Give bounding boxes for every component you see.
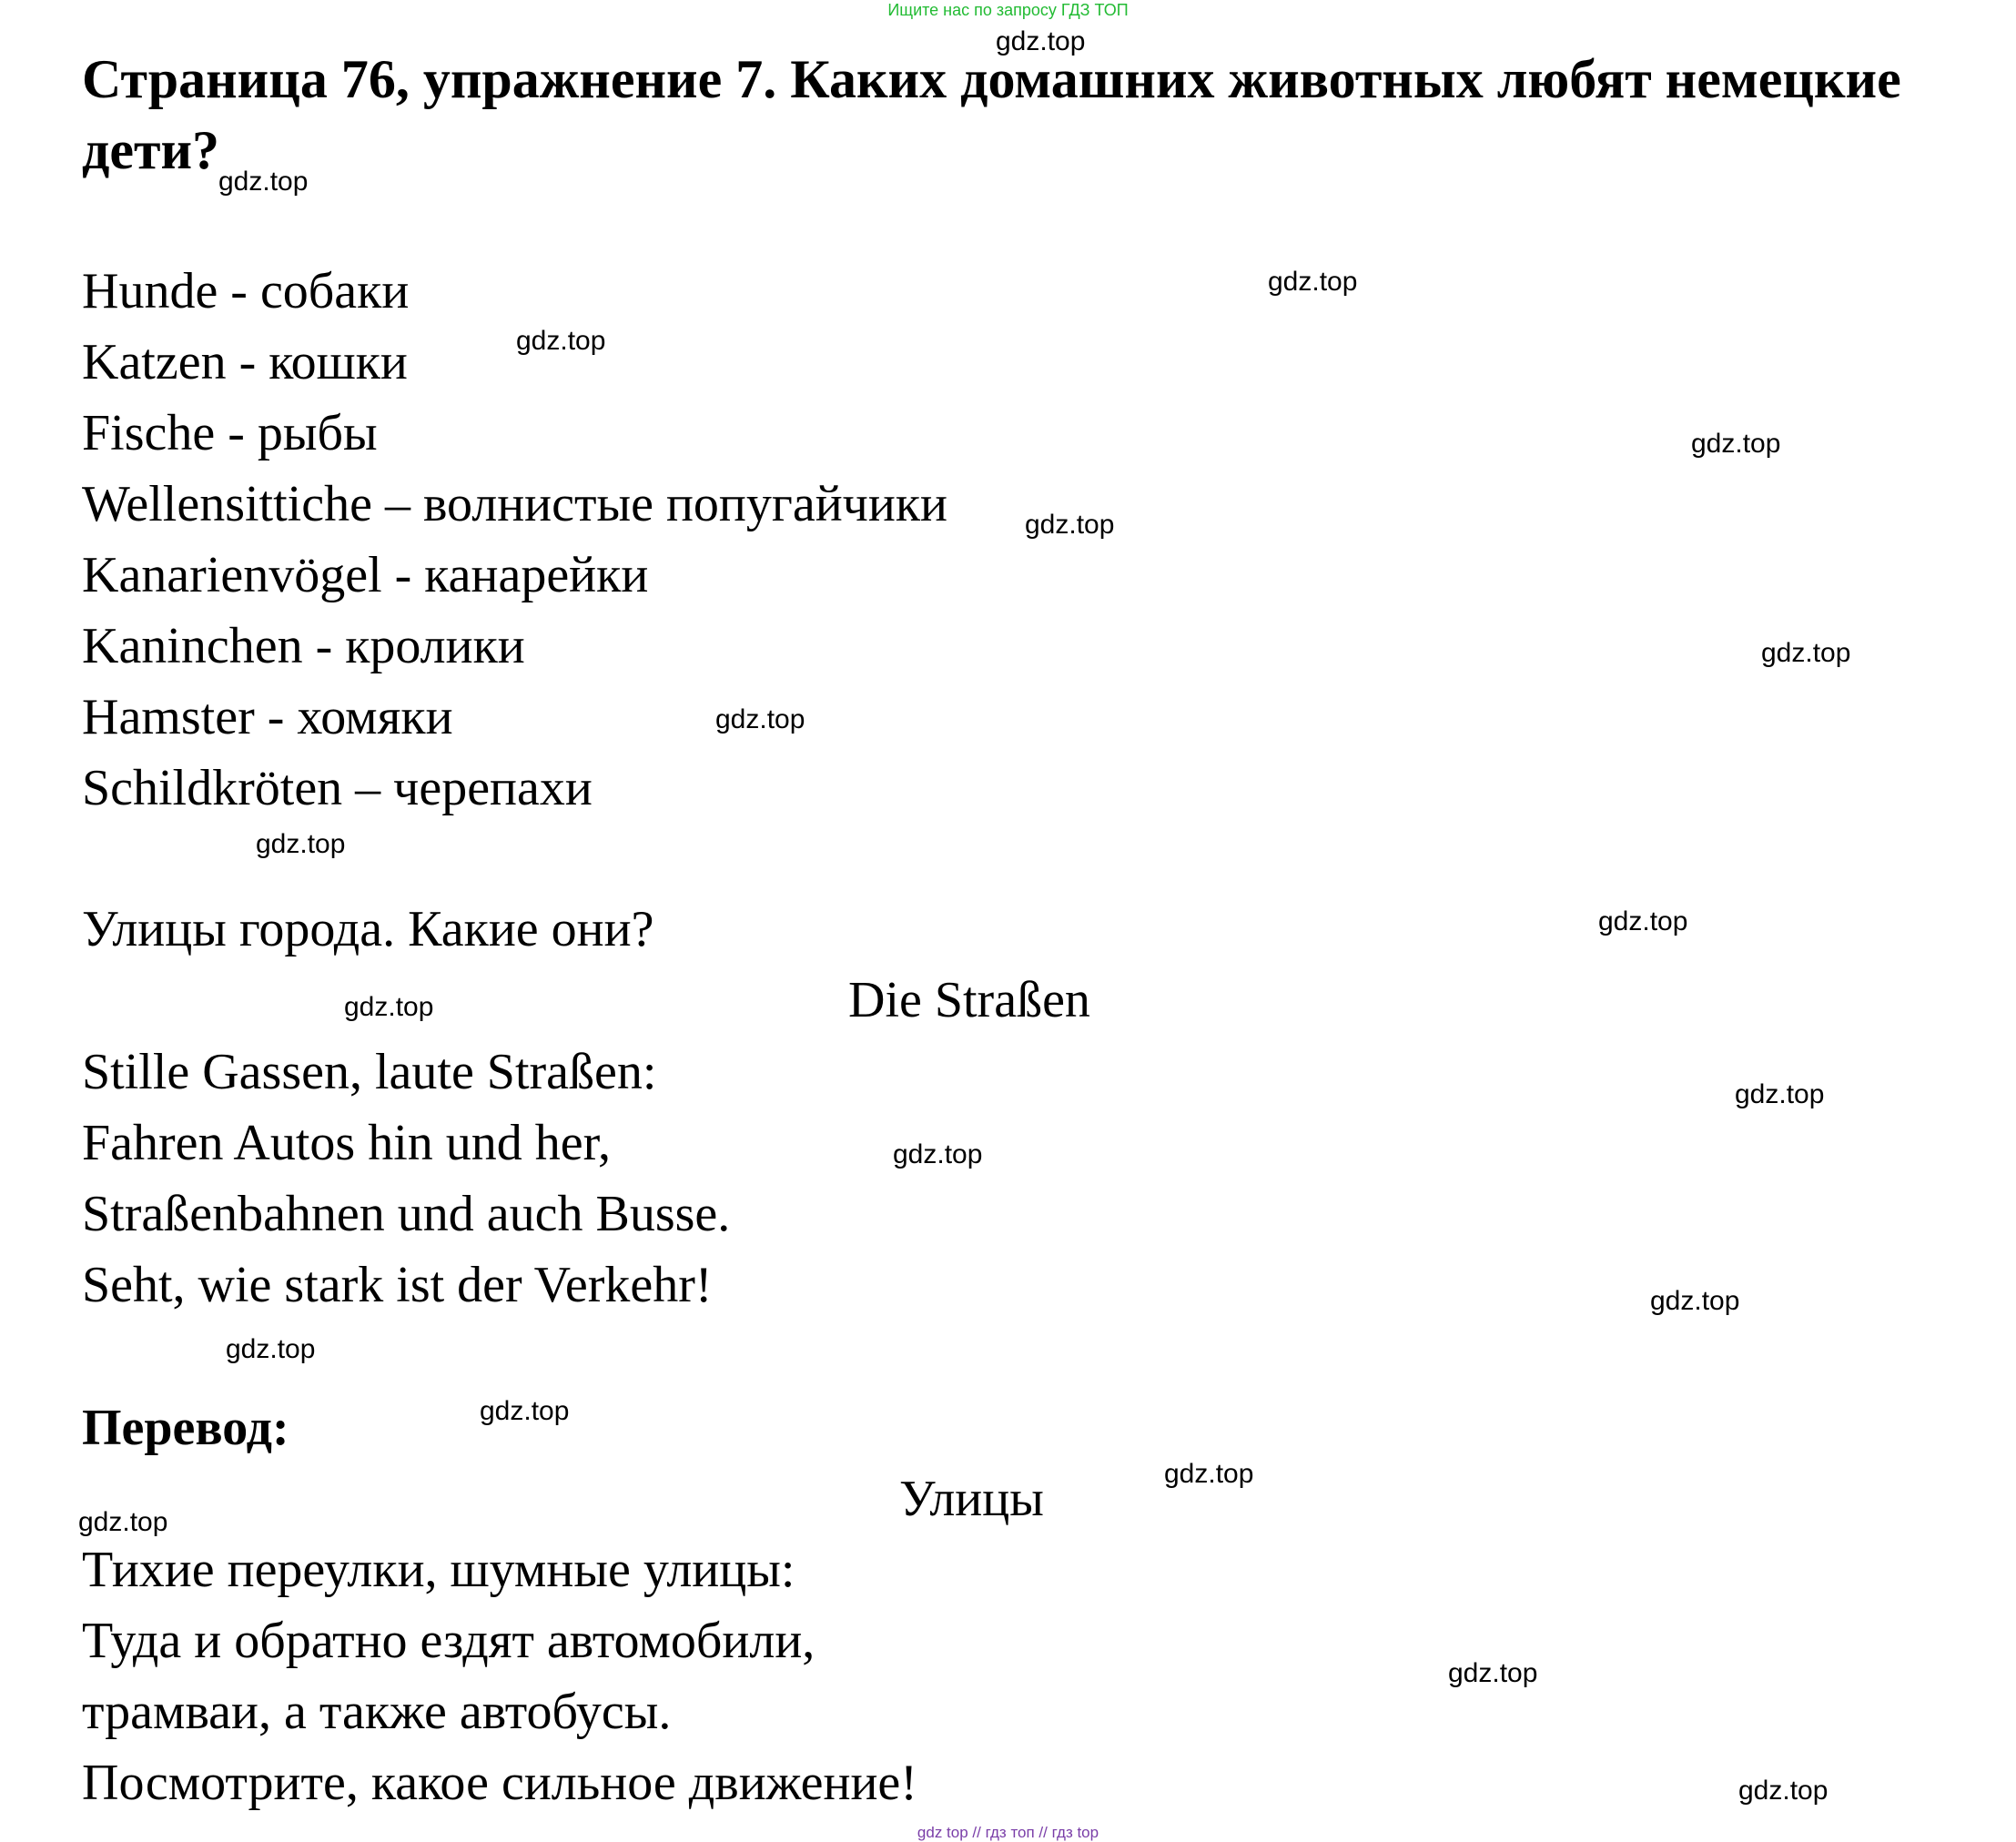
poem-de-title: Die Straßen bbox=[848, 972, 1090, 1028]
poem-ru-title: Улицы bbox=[899, 1471, 1044, 1527]
page-title: Страница 76, упражнение 7. Каких домашних животных любят немецкие дети? bbox=[82, 49, 1901, 180]
top-banner: Ищите нас по запросу ГДЗ ТОП bbox=[887, 1, 1129, 19]
poem-ru-line: Туда и обратно ездят автомобили, bbox=[82, 1613, 816, 1669]
watermark: gdz.top bbox=[1735, 1079, 1825, 1109]
translation-heading: Перевод: bbox=[82, 1400, 289, 1456]
vocab-item: Hamster - хомяки bbox=[82, 689, 453, 745]
vocab-item: Wellensittiche – волнистые попугайчики bbox=[82, 476, 947, 532]
watermark: gdz.top bbox=[1738, 1776, 1829, 1806]
watermark: gdz.top bbox=[226, 1334, 316, 1364]
poem-ru-line: трамваи, а также автобусы. bbox=[82, 1684, 672, 1740]
watermark: gdz.top bbox=[1268, 267, 1358, 297]
watermark: gdz.top bbox=[1650, 1286, 1740, 1316]
watermark: gdz.top bbox=[516, 326, 606, 356]
vocab-item: Fische - рыбы bbox=[82, 405, 378, 461]
vocab-item: Schildkröten – черепахи bbox=[82, 760, 593, 816]
watermark: gdz.top bbox=[218, 167, 309, 197]
watermark: gdz.top bbox=[715, 704, 805, 734]
watermark: gdz.top bbox=[893, 1139, 983, 1169]
watermark: gdz.top bbox=[256, 829, 346, 859]
vocab-item: Kanarienvögel - канарейки bbox=[82, 547, 649, 603]
watermark: gdz.top bbox=[1761, 638, 1851, 668]
poem-ru-line: Тихие переулки, шумные улицы: bbox=[82, 1542, 795, 1598]
vocab-item: Hunde - собаки bbox=[82, 263, 410, 319]
watermark: gdz.top bbox=[1598, 906, 1688, 936]
watermark: gdz.top bbox=[1025, 510, 1115, 540]
watermark: gdz.top bbox=[78, 1507, 168, 1537]
poem-de-line: Seht, wie stark ist der Verkehr! bbox=[82, 1257, 713, 1313]
watermark: gdz.top bbox=[996, 26, 1086, 56]
bottom-banner: gdz top // гдз топ // гдз top bbox=[917, 1824, 1099, 1841]
watermark: gdz.top bbox=[344, 992, 434, 1022]
poem-de-line: Fahren Autos hin und her, bbox=[82, 1115, 612, 1171]
watermark: gdz.top bbox=[1691, 429, 1781, 459]
poem-ru-line: Посмотрите, какое сильное движение! bbox=[82, 1755, 917, 1811]
poem-de-line: Stille Gassen, laute Straßen: bbox=[82, 1044, 657, 1100]
streets-question: Улицы города. Какие они? bbox=[82, 901, 654, 957]
poem-de-line: Straßenbahnen und auch Busse. bbox=[82, 1186, 731, 1242]
watermark: gdz.top bbox=[1164, 1459, 1254, 1489]
watermark: gdz.top bbox=[480, 1396, 570, 1426]
vocab-item: Katzen - кошки bbox=[82, 334, 408, 390]
watermark: gdz.top bbox=[1448, 1658, 1538, 1688]
vocab-item: Kaninchen - кролики bbox=[82, 618, 525, 674]
